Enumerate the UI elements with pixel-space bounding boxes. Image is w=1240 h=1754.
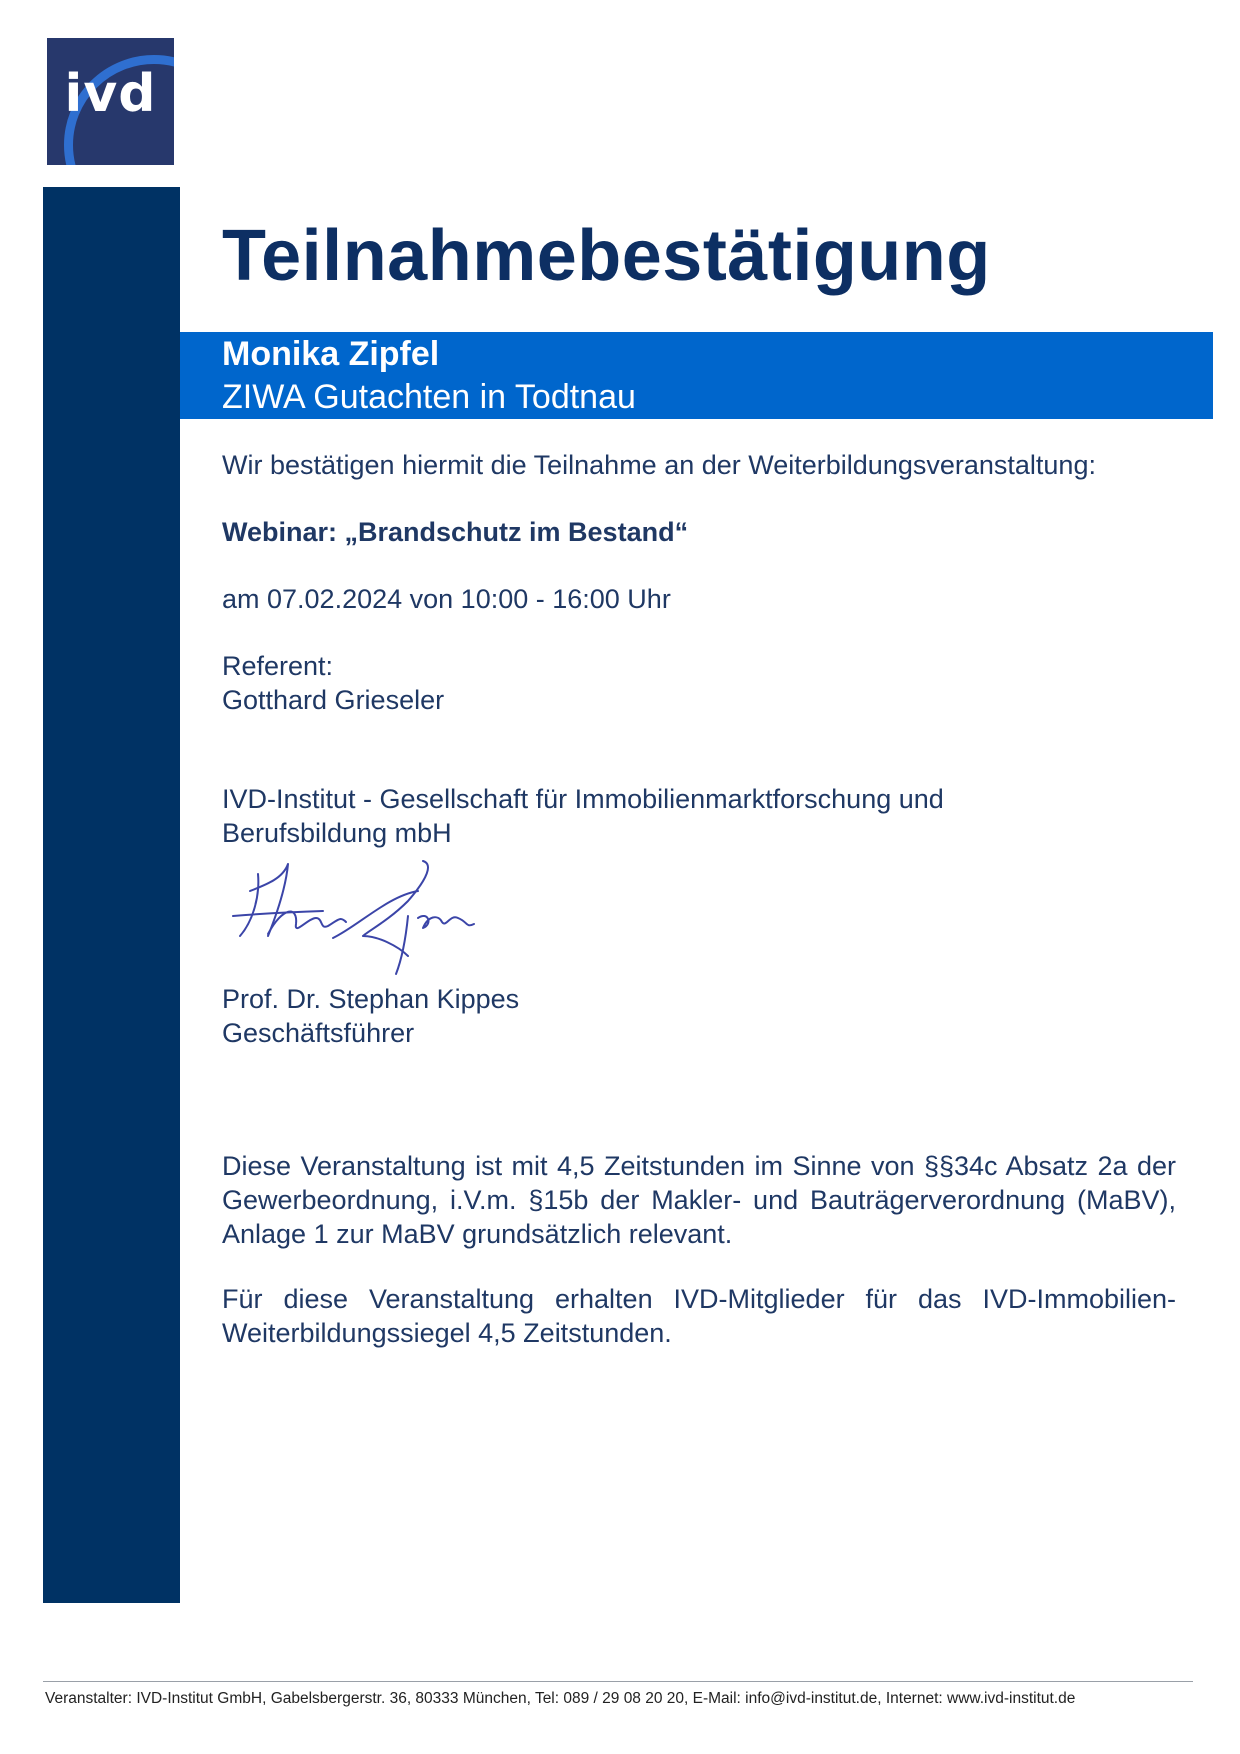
organization-line2: Berufsbildung mbH	[222, 818, 452, 848]
footer-divider	[43, 1681, 1193, 1682]
ivd-logo	[47, 38, 174, 165]
signatory-role: Geschäftsführer	[222, 1018, 415, 1048]
signature-image	[228, 856, 503, 976]
speaker-label: Referent:	[222, 651, 334, 681]
organization-line1: IVD-Institut - Gesellschaft für Immobilienmarktforschung und	[222, 784, 944, 814]
footer-text: Veranstalter: IVD-Institut GmbH, Gabelsbergerstr. 36, 80333 München, Tel: 089 / 29 08 20 20, E-Mail: info@ivd-institut.de, Internet: www.ivd-institut.de	[45, 1690, 1076, 1707]
side-bar	[43, 187, 180, 1603]
event-title: Webinar: „Brandschutz im Bestand“	[222, 517, 689, 547]
signatory-name: Prof. Dr. Stephan Kippes	[222, 984, 520, 1014]
participant-name: Monika Zipfel	[222, 335, 440, 373]
participant-band	[180, 332, 1213, 419]
event-date: am 07.02.2024 von 10:00 - 16:00 Uhr	[222, 584, 671, 614]
intro-text: Wir bestätigen hiermit die Teilnahme an der Weiterbildungsveranstaltung:	[222, 450, 1096, 480]
accreditation-paragraph-2: Für diese Veranstaltung erhalten IVD-Mitglieder für das IVD-Immobilien-Weiterbildungssiegel 4,5 Zeitstunden.	[222, 1284, 1176, 1348]
speaker-name: Gotthard Grieseler	[222, 685, 445, 715]
logo-text: ivd	[64, 64, 157, 124]
accreditation-paragraph-1: Diese Veranstaltung ist mit 4,5 Zeitstunden im Sinne von §§34c Absatz 2a der Gewerbeordnung, i.V.m. §15b der Makler- und Bauträgerverordnung (MaBV), Anlage 1 zur MaBV grundsätzlich relevant.	[222, 1151, 1176, 1249]
document-title: Teilnahmebestätigung	[222, 216, 991, 296]
participant-company: ZIWA Gutachten in Todtnau	[222, 378, 636, 416]
